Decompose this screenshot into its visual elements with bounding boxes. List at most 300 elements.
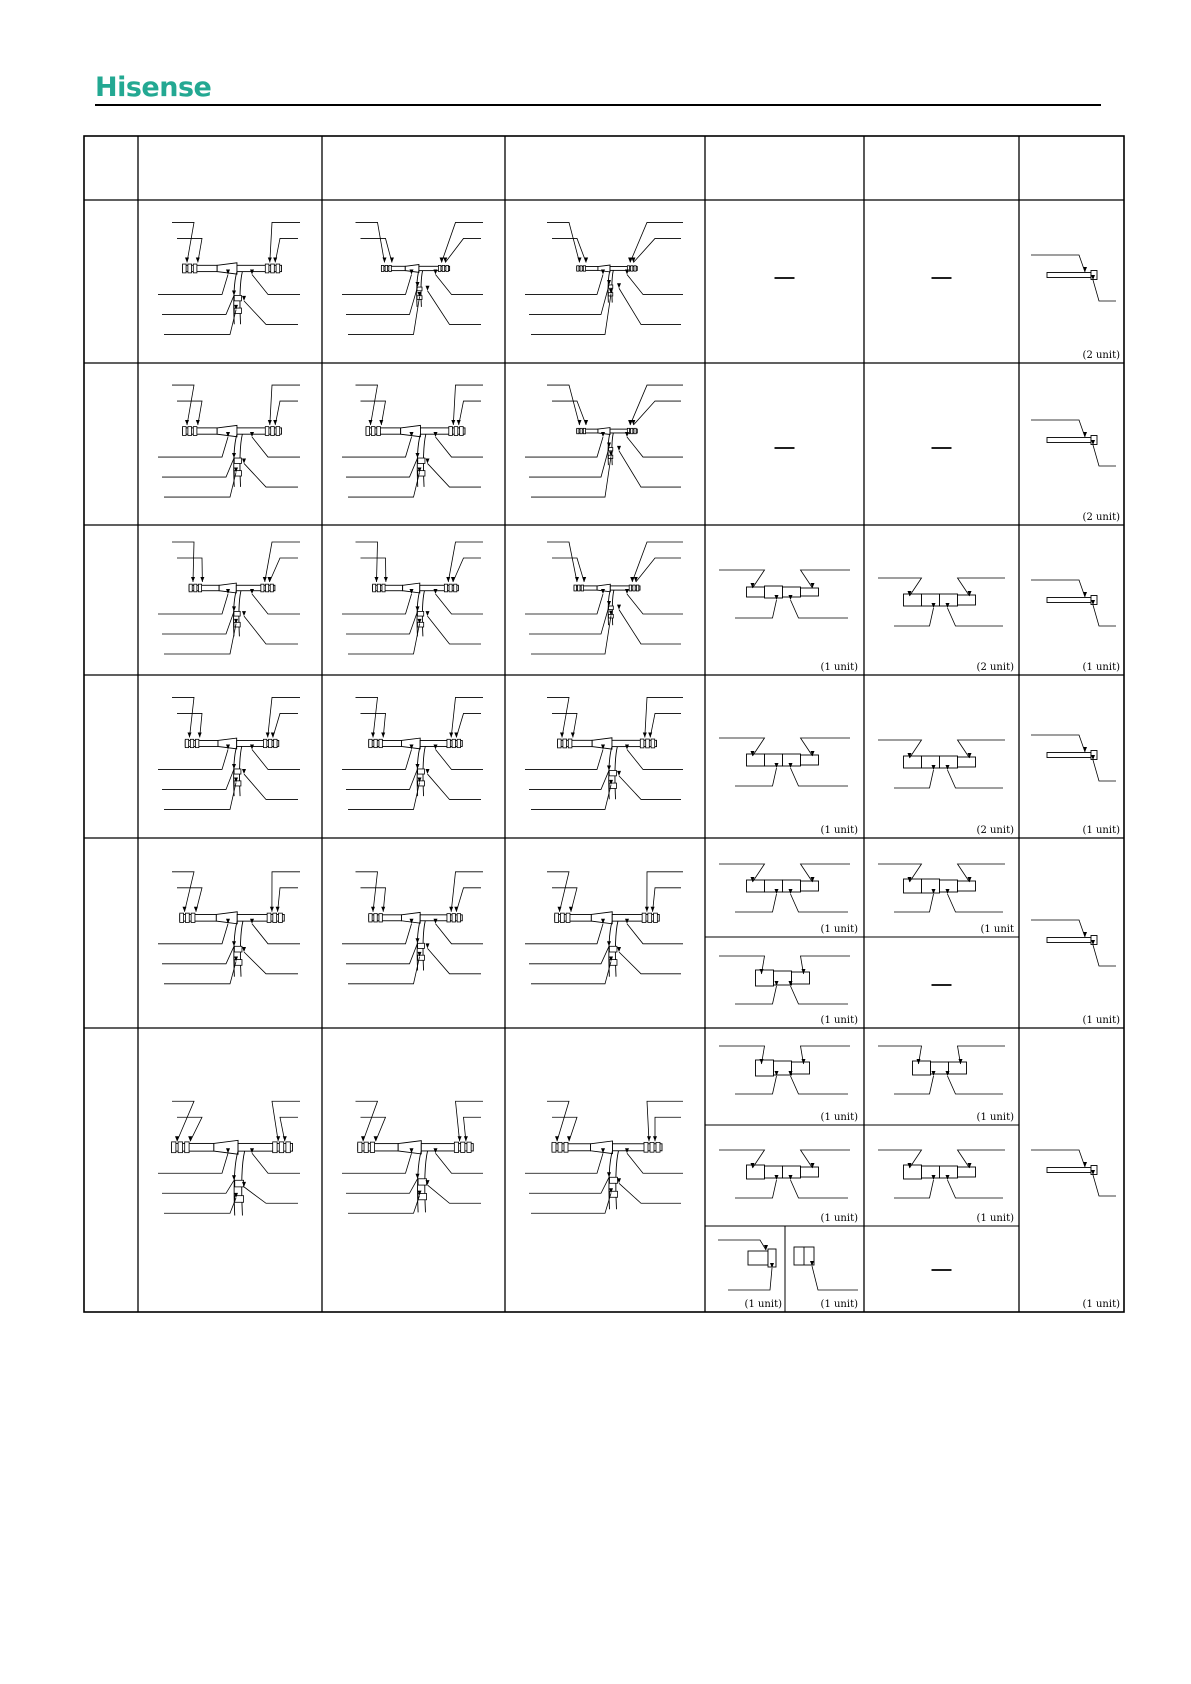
- leader-line: [894, 894, 934, 912]
- pipe-fitting: [417, 287, 422, 291]
- reducer-drawing: [878, 740, 1005, 788]
- leader-arrow: [601, 589, 605, 594]
- pipe-segment: [237, 914, 284, 921]
- pipe-fitting: [574, 585, 576, 591]
- branch-pipe-drawing: [525, 385, 683, 497]
- leader-line: [719, 864, 765, 882]
- reducer-segment: [765, 754, 783, 766]
- pipe-fitting: [417, 622, 423, 627]
- leader-line: [162, 611, 234, 634]
- leader-line: [801, 570, 851, 588]
- pipe-fitting: [381, 265, 383, 271]
- leader-line: [531, 1193, 611, 1213]
- unit-caption: (2 unit): [976, 825, 1014, 836]
- leader-line: [894, 1180, 934, 1198]
- reducer-segment: [922, 594, 940, 606]
- pipe-fitting: [648, 913, 652, 922]
- leader-line: [162, 295, 234, 314]
- pipe-fitting: [646, 739, 650, 748]
- leader-line: [346, 1179, 418, 1194]
- coupling-drawing: [718, 1240, 776, 1290]
- branch-pipe-drawing: [525, 542, 683, 654]
- leader-arrow: [625, 589, 629, 594]
- leader-line: [529, 448, 609, 478]
- leader-arrow: [617, 283, 621, 288]
- leader-line: [525, 437, 603, 457]
- leader-line: [958, 578, 1006, 596]
- leader-line: [456, 1101, 484, 1141]
- pipe-fitting: [364, 1142, 368, 1152]
- leader-line: [164, 783, 236, 810]
- leader-line: [272, 872, 300, 912]
- leader-arrow: [194, 907, 198, 912]
- pipe-fitting: [418, 943, 425, 948]
- branch-pipe-drawing: [158, 1101, 300, 1215]
- leader-line: [619, 1183, 681, 1203]
- reducer-drawing: [719, 864, 850, 912]
- leader-arrow: [607, 765, 611, 770]
- leader-arrow: [617, 446, 621, 451]
- leader-line: [356, 697, 378, 737]
- leader-line: [453, 385, 483, 425]
- branch-pipe-drawing: [342, 385, 483, 497]
- pipe-segment: [420, 740, 462, 746]
- leader-arrow: [426, 943, 430, 948]
- pipe-fitting: [552, 1142, 556, 1152]
- leader-arrow: [578, 420, 582, 425]
- leader-line: [547, 697, 569, 737]
- leader-arrow: [560, 732, 564, 737]
- pipe-fitting: [454, 427, 458, 436]
- leader-line: [552, 558, 584, 582]
- pipe-fitting: [442, 265, 444, 271]
- pipe-fitting: [454, 1142, 458, 1152]
- pipe-fitting: [564, 1142, 568, 1152]
- leader-line: [619, 610, 681, 644]
- pipe-segment: [237, 265, 282, 271]
- unit-caption: (1 unit): [976, 1112, 1014, 1123]
- pipe-fitting: [271, 427, 275, 436]
- leader-arrow: [607, 280, 611, 285]
- leader-arrow: [371, 907, 375, 912]
- leader-line: [278, 888, 298, 912]
- pipe-fitting: [188, 427, 192, 436]
- pipe-fitting: [577, 428, 579, 433]
- leader-line: [719, 738, 765, 756]
- leader-line: [172, 222, 194, 262]
- leader-line: [1093, 605, 1116, 626]
- reducer-segment: [904, 879, 922, 893]
- leader-line: [456, 713, 481, 737]
- straight-pipe-drawing: [1031, 920, 1116, 966]
- pipe-fitting: [379, 914, 382, 922]
- leader-line: [158, 1153, 228, 1173]
- leader-arrow: [1083, 592, 1087, 597]
- leader-line: [878, 578, 922, 596]
- pipe-fitting: [271, 264, 275, 273]
- leader-line: [244, 301, 298, 325]
- pipe-segment: [420, 915, 462, 921]
- unit-caption: (1 unit): [1082, 1299, 1120, 1310]
- leader-line: [451, 872, 483, 912]
- reducer-segment: [913, 1061, 931, 1075]
- reducer-drawing: [719, 570, 850, 618]
- leader-line: [619, 288, 681, 324]
- leader-line: [958, 864, 1006, 882]
- leader-line: [630, 222, 683, 262]
- leader-line: [529, 285, 609, 315]
- pipe-fitting: [194, 584, 197, 592]
- leader-line: [719, 570, 765, 588]
- pipe-fitting: [178, 1142, 182, 1153]
- unit-caption: (2 unit): [1082, 512, 1120, 523]
- pipe-fitting: [460, 427, 464, 436]
- leader-line: [348, 472, 420, 497]
- leader-arrow: [369, 420, 373, 425]
- leader-arrow: [271, 732, 275, 737]
- leader-line: [1093, 760, 1116, 781]
- leader-line: [632, 542, 683, 582]
- pipe-fitting: [452, 914, 455, 922]
- leader-arrow: [273, 420, 277, 425]
- leader-line: [1031, 255, 1085, 272]
- unit-caption: (1 unit): [1082, 825, 1120, 836]
- leader-line: [627, 594, 683, 614]
- pipe-fitting: [185, 1142, 189, 1153]
- leader-line: [428, 948, 482, 973]
- pipe-fitting: [193, 264, 197, 273]
- leader-arrow: [625, 432, 629, 437]
- leader-arrow: [273, 257, 277, 262]
- coupling-drawing: [794, 1247, 858, 1290]
- leader-line: [451, 697, 483, 737]
- leader-line: [1093, 280, 1116, 301]
- leader-arrow: [416, 282, 420, 287]
- leader-line: [653, 888, 681, 912]
- leader-arrow: [648, 732, 652, 737]
- leader-arrow: [569, 907, 573, 912]
- unit-caption: (2 unit): [976, 662, 1014, 673]
- leader-line: [342, 437, 412, 457]
- pipe-fitting: [560, 913, 564, 922]
- leader-line: [647, 872, 683, 912]
- leader-line: [1031, 580, 1085, 597]
- unit-caption: (1 unit): [744, 1299, 782, 1310]
- leader-arrow: [451, 420, 455, 425]
- pipe-fitting: [438, 265, 440, 271]
- pipe-fitting: [188, 264, 192, 273]
- pipe-fitting: [234, 769, 241, 774]
- leader-line: [348, 957, 420, 984]
- pipe-fitting: [629, 585, 631, 591]
- reducer-segment: [792, 972, 810, 984]
- leader-arrow: [276, 907, 280, 912]
- leader-arrow: [458, 1136, 462, 1141]
- leader-arrow: [631, 420, 635, 425]
- leader-line: [356, 222, 385, 262]
- leader-arrow: [434, 919, 438, 924]
- pipe-fitting: [191, 913, 195, 922]
- pipe-fitting: [580, 266, 582, 271]
- leader-arrow: [188, 732, 192, 737]
- leader-line: [547, 385, 580, 425]
- leader-line: [436, 1153, 484, 1173]
- pipe-fitting: [417, 611, 423, 616]
- leader-line: [244, 1187, 298, 1203]
- pipe-segment: [420, 585, 459, 590]
- leader-line: [633, 401, 681, 425]
- pipe-fitting: [418, 1179, 426, 1185]
- pipe-segment: [236, 585, 275, 590]
- reducer-segment: [922, 756, 940, 768]
- leader-line: [456, 888, 481, 912]
- leader-arrow: [242, 769, 246, 774]
- pipe-segment: [612, 740, 657, 746]
- pipe-fitting: [235, 1180, 244, 1187]
- leader-line: [348, 783, 420, 810]
- straight-pipe-drawing: [1031, 255, 1116, 301]
- leader-arrow: [390, 257, 394, 262]
- unit-caption: (1 unit): [976, 1213, 1014, 1224]
- reducer-drawing: [878, 578, 1005, 626]
- leader-arrow: [198, 732, 202, 737]
- reducer: [591, 912, 612, 924]
- reducer-segment: [949, 1062, 967, 1074]
- pipe-fitting: [558, 739, 562, 748]
- leader-line: [655, 1117, 681, 1141]
- branch-pipe-drawing: [158, 222, 300, 334]
- leader-arrow: [567, 1136, 571, 1141]
- leader-line: [948, 1076, 1004, 1094]
- pipe-segment: [237, 740, 279, 746]
- pipe-fitting: [371, 427, 375, 436]
- leader-arrow: [185, 257, 189, 262]
- leader-line: [436, 924, 484, 944]
- unit-caption: (1 unit): [820, 1015, 858, 1026]
- leader-arrow: [426, 286, 430, 291]
- leader-line: [361, 238, 392, 262]
- pipe-fitting: [185, 739, 188, 747]
- leader-arrow: [449, 907, 453, 912]
- leader-arrow: [232, 453, 236, 458]
- leader-line: [346, 943, 418, 964]
- leader-arrow: [645, 907, 649, 912]
- leader-line: [894, 770, 934, 788]
- leader-line: [252, 594, 300, 614]
- branch-pipe-drawing: [158, 697, 300, 809]
- pipe-fitting: [651, 739, 655, 748]
- branch-pipe-drawing: [158, 542, 300, 654]
- pipe-fitting: [452, 739, 455, 747]
- pipe-fitting: [286, 1142, 290, 1153]
- unit-caption: (1 unit): [820, 1213, 858, 1224]
- pipe-fitting: [374, 914, 377, 922]
- leader-line: [547, 1101, 569, 1141]
- part-drawings: [158, 222, 1116, 1290]
- leader-line: [619, 451, 681, 487]
- leader-line: [547, 542, 577, 582]
- leader-arrow: [575, 577, 579, 582]
- leader-line: [735, 894, 777, 912]
- leader-line: [252, 274, 300, 294]
- leader-arrow: [434, 269, 438, 274]
- leader-arrow: [630, 577, 634, 582]
- leader-line: [801, 864, 851, 882]
- pipe-fitting: [276, 264, 280, 273]
- leader-line: [428, 1185, 482, 1203]
- leader-line: [627, 274, 683, 294]
- leader-line: [448, 542, 483, 582]
- pipe-fitting: [449, 427, 453, 436]
- pipe-fitting: [580, 428, 582, 433]
- pipe-fitting: [267, 913, 271, 922]
- pipe-fitting: [640, 739, 644, 748]
- pipe-fitting: [234, 611, 240, 616]
- pipe-segment: [421, 1144, 473, 1151]
- straight-pipe-drawing: [1031, 735, 1116, 781]
- leader-line: [436, 594, 484, 614]
- leader-line: [428, 463, 482, 487]
- leader-line: [275, 238, 298, 262]
- reducer-segment: [904, 594, 922, 606]
- pipe-fitting: [636, 585, 638, 591]
- leader-line: [453, 558, 481, 582]
- branch-pipe-drawing: [158, 385, 300, 497]
- pipe-fitting: [180, 913, 184, 922]
- leader-line: [162, 769, 234, 790]
- unit-caption: (1 unit: [980, 924, 1014, 935]
- leader-arrow: [250, 589, 254, 594]
- leader-line: [270, 222, 300, 262]
- leader-arrow: [582, 577, 586, 582]
- reducer-segment: [747, 880, 765, 892]
- leader-arrow: [232, 290, 236, 295]
- leader-line: [630, 385, 683, 425]
- pipe-fitting: [558, 1142, 562, 1152]
- unit-caption: (1 unit): [820, 825, 858, 836]
- leader-line: [459, 401, 481, 425]
- leader-arrow: [634, 577, 638, 582]
- branch-pipe-drawing: [525, 1101, 683, 1213]
- leader-line: [273, 713, 298, 737]
- leader-line: [791, 1076, 849, 1094]
- straight-pipe-drawing: [1031, 420, 1116, 466]
- pipe-fitting: [418, 458, 425, 463]
- leader-arrow: [617, 605, 621, 610]
- pipe-segment: [613, 1144, 663, 1151]
- leader-line: [162, 946, 234, 964]
- pipe-segment: [612, 914, 659, 921]
- leader-arrow: [601, 432, 605, 437]
- branch-pipe-drawing: [342, 1101, 483, 1213]
- leader-line: [636, 558, 681, 582]
- leader-arrow: [607, 941, 611, 946]
- pipe-fitting: [461, 1142, 465, 1152]
- pipe-fitting: [631, 266, 633, 271]
- pipe-fitting: [446, 265, 448, 271]
- leader-arrow: [584, 420, 588, 425]
- pipe-fitting: [279, 913, 283, 922]
- reducer-segment: [904, 1165, 922, 1179]
- leader-arrow: [268, 420, 272, 425]
- reducer-segment: [747, 587, 765, 597]
- reducer: [214, 1140, 238, 1154]
- reducer: [217, 425, 237, 436]
- leader-line: [445, 238, 481, 262]
- leader-line: [428, 774, 482, 799]
- leader-line: [728, 1268, 772, 1290]
- unit-caption: (1 unit): [1082, 662, 1120, 673]
- leader-line: [158, 274, 228, 294]
- leader-arrow: [375, 577, 379, 582]
- leader-line: [244, 463, 298, 487]
- reducer-segment: [801, 881, 819, 891]
- leader-arrow: [1083, 932, 1087, 937]
- pipe-fitting: [366, 427, 370, 436]
- leader-arrow: [270, 907, 274, 912]
- leader-arrow: [250, 744, 254, 749]
- leader-arrow: [617, 947, 621, 952]
- leader-arrow: [446, 577, 450, 582]
- leader-arrow: [416, 938, 420, 943]
- pipe-fitting: [273, 913, 277, 922]
- leader-line: [428, 291, 482, 325]
- pipe-fitting: [457, 914, 460, 922]
- pipe-fitting: [270, 584, 273, 592]
- leader-line: [346, 458, 418, 477]
- pipe-fitting: [273, 1142, 277, 1153]
- pipe-fitting: [566, 913, 570, 922]
- leader-line: [252, 924, 300, 944]
- leader-arrow: [558, 907, 562, 912]
- pipe-fitting: [193, 427, 197, 436]
- pipe-fitting: [444, 584, 447, 592]
- leader-arrow: [1083, 747, 1087, 752]
- leader-line: [645, 697, 683, 737]
- pipe-fitting: [198, 584, 201, 592]
- leader-arrow: [653, 1136, 657, 1141]
- leader-line: [342, 749, 412, 769]
- leader-line: [735, 1076, 777, 1094]
- pipe-fitting: [583, 266, 585, 271]
- leader-arrow: [426, 611, 430, 616]
- leader-line: [878, 740, 922, 758]
- leader-line: [619, 776, 681, 800]
- pipe-fitting: [656, 1142, 660, 1152]
- pipe-fitting: [276, 427, 280, 436]
- leader-arrow: [625, 269, 629, 274]
- leader-line: [348, 1196, 420, 1214]
- reducer: [216, 912, 237, 924]
- leader-arrow: [454, 907, 458, 912]
- leader-arrow: [276, 1136, 280, 1141]
- leader-arrow: [383, 257, 387, 262]
- reducer-segment: [801, 1167, 819, 1177]
- leader-arrow: [571, 732, 575, 737]
- leader-arrow: [191, 577, 195, 582]
- leader-arrow: [617, 771, 621, 776]
- leader-line: [791, 1180, 849, 1198]
- leader-line: [1093, 945, 1116, 966]
- branch-pipe-drawing: [525, 697, 683, 809]
- leader-arrow: [416, 453, 420, 458]
- leader-arrow: [196, 420, 200, 425]
- leader-line: [356, 872, 378, 912]
- leader-line: [525, 274, 603, 294]
- leader-line: [958, 740, 1006, 758]
- pipe-fitting: [190, 739, 193, 747]
- leader-line: [650, 713, 681, 737]
